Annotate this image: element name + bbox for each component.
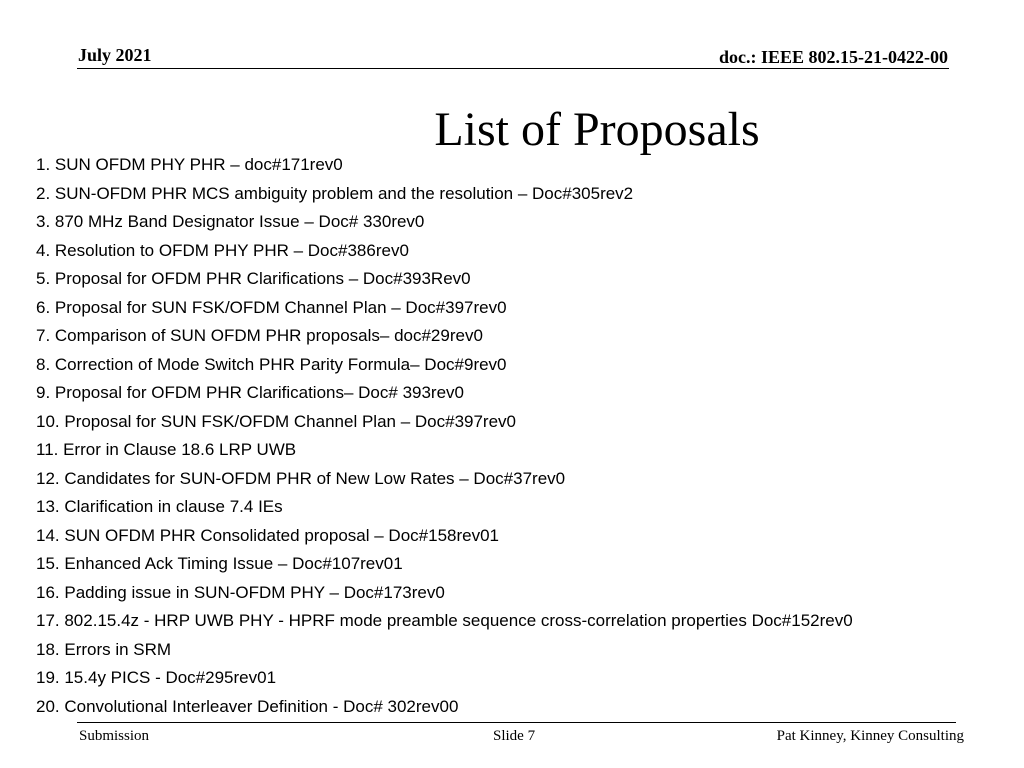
proposal-item: 15. Enhanced Ack Timing Issue – Doc#107rev01 <box>36 554 403 573</box>
proposal-item: 7. Comparison of SUN OFDM PHR proposals– doc#29rev0 <box>36 326 483 345</box>
slide-title: List of Proposals <box>434 103 760 157</box>
footer-divider <box>77 722 956 723</box>
proposal-item: 9. Proposal for OFDM PHR Clarifications– Doc# 393rev0 <box>36 383 464 402</box>
proposal-item: 11. Error in Clause 18.6 LRP UWB <box>36 440 297 459</box>
proposal-item: 12. Candidates for SUN-OFDM PHR of New Low Rates – Doc#37rev0 <box>36 468 566 488</box>
proposal-item: 10. Proposal for SUN FSK/OFDM Channel Plan – Doc#397rev0 <box>36 411 517 431</box>
proposal-item: 4. Resolution to OFDM PHY PHR – Doc#386rev0 <box>36 240 409 260</box>
proposal-item: 3. 870 MHz Band Designator Issue – Doc# 330rev0 <box>36 212 425 231</box>
header-document-id: doc.: IEEE 802.15-21-0422-00 <box>719 47 948 67</box>
proposal-item: 14. SUN OFDM PHR Consolidated proposal – Doc#158rev01 <box>36 525 500 545</box>
footer-slide-number: Slide 7 <box>493 728 536 744</box>
proposal-item: 1. SUN OFDM PHY PHR – doc#171rev0 <box>36 155 343 174</box>
proposal-item: 6. Proposal for SUN FSK/OFDM Channel Plan – Doc#397rev0 <box>36 297 507 317</box>
proposal-item: 17. 802.15.4z - HRP UWB PHY - HPRF mode preamble sequence cross-correlation properties Doc#152rev0 <box>36 611 853 630</box>
proposal-item: 16. Padding issue in SUN-OFDM PHY – Doc#173rev0 <box>36 582 445 602</box>
proposal-item: 8. Correction of Mode Switch PHR Parity Formula– Doc#9rev0 <box>36 354 507 374</box>
proposal-list <box>36 151 853 721</box>
header-date: July 2021 <box>78 45 152 65</box>
proposal-item: 13. Clarification in clause 7.4 IEs <box>36 497 283 516</box>
proposal-item: 5. Proposal for OFDM PHR Clarifications – Doc#393Rev0 <box>36 269 471 288</box>
footer-author: Pat Kinney, Kinney Consulting <box>776 728 964 744</box>
header-divider <box>77 68 949 69</box>
proposal-item: 2. SUN-OFDM PHR MCS ambiguity problem and the resolution – Doc#305rev2 <box>36 183 634 203</box>
footer-submission: Submission <box>79 728 150 744</box>
proposal-item: 18. Errors in SRM <box>36 639 172 659</box>
proposal-item: 20. Convolutional Interleaver Definition - Doc# 302rev00 <box>36 696 459 716</box>
proposal-item: 19. 15.4y PICS - Doc#295rev01 <box>36 668 277 687</box>
